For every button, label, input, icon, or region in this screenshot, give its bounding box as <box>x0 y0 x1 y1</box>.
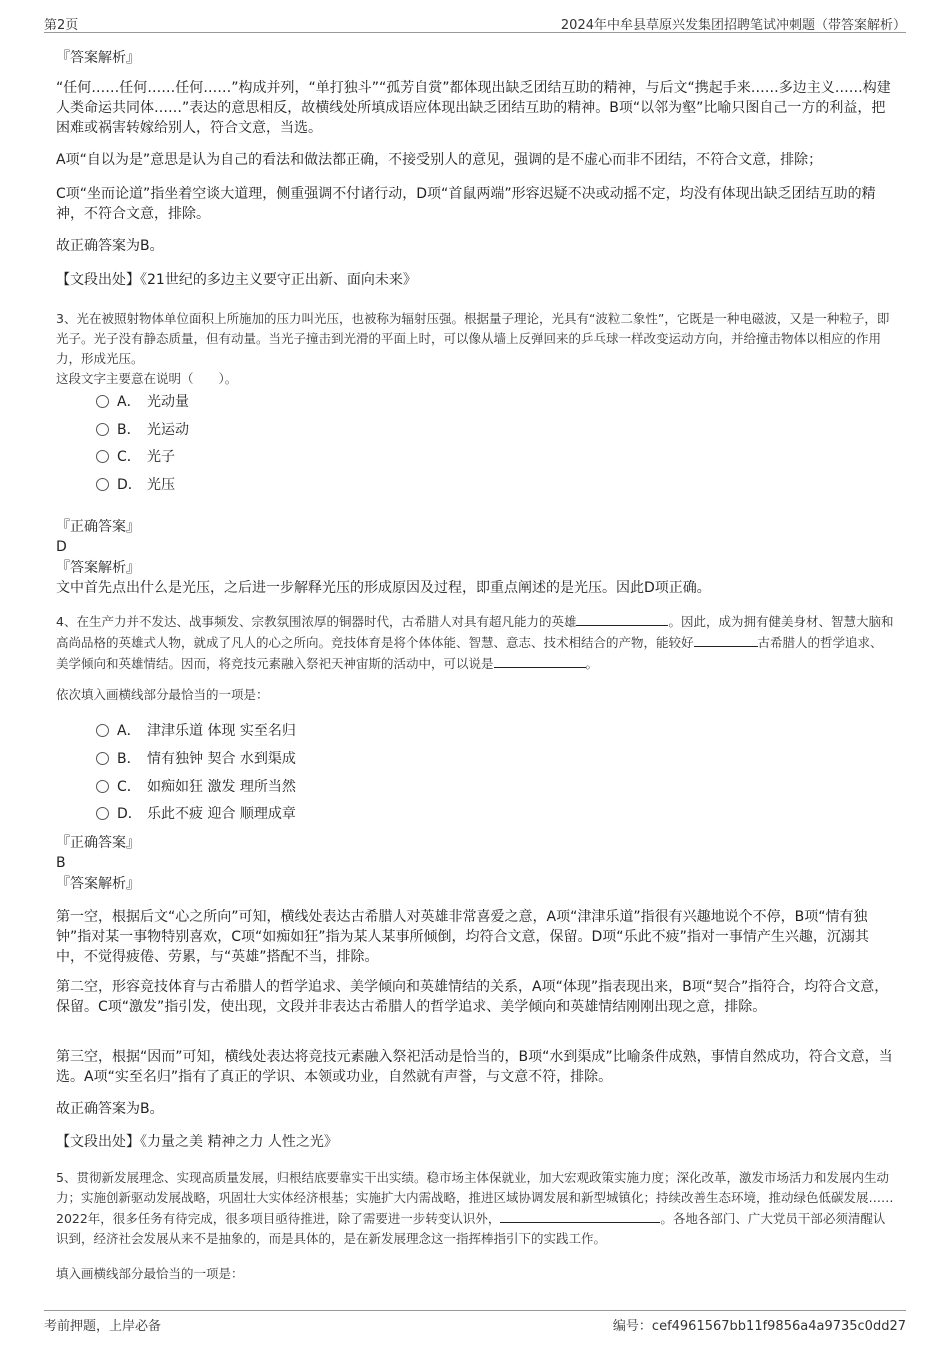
q2-analysis-label: 『答案解析』 <box>56 50 140 66</box>
page-number: 第2页 <box>44 18 79 33</box>
q3-stem: 3、光在被照射物体单位面积上所施加的压力叫光压，也被称为辐射压强。根据量子理论，光具有“波粒二象性”，它既是一种电磁波，又是一种粒子，即光子。光子没有静态质量，但有动量。当光子撞击到光滑的平面上时，可以像从墙上反弹回来的乒乓球一样改变运动方向，并给撞击物体以相应的作用力，形成光压。 <box>56 311 890 366</box>
q5-ask: 填入画横线部分最恰当的一项是： <box>56 1266 244 1281</box>
q4-option-c[interactable]: C． 如痴如狂 激发 理所当然 <box>96 776 296 798</box>
blank-1 <box>576 611 668 626</box>
footer-slogan: 考前押题，上岸必备 <box>44 1319 162 1334</box>
q2-source: 【文段出处】《21世纪的多边主义要守正出新、面向未来》 <box>56 272 417 288</box>
q4-answer-label: 『正确答案』 <box>56 835 140 851</box>
q3-option-a[interactable]: A． 光动量 <box>96 391 189 413</box>
document-title: 2024年中牟县草原兴发集团招聘笔试冲刺题（带答案解析） <box>560 18 906 33</box>
q3-option-c[interactable]: C． 光子 <box>96 446 175 468</box>
blank-3 <box>494 653 586 668</box>
q4-ask: 依次填入画横线部分最恰当的一项是： <box>56 687 269 702</box>
document-code: 编号：cef4961567bb11f9856a4a9735c0dd27 <box>612 1319 906 1334</box>
page-footer <box>44 1310 906 1335</box>
q2-option-a-analysis: A项“自以为是”意思是认为自己的看法和做法都正确，不接受别人的意见，强调的是不虚心而非不团结，不符合文意，排除； <box>56 152 823 168</box>
radio-icon[interactable] <box>96 724 109 737</box>
q2-option-cd-analysis: C项“坐而论道”指坐着空谈大道理，侧重强调不付诸行动，D项“首鼠两端”形容迟疑不决或动摇不定，均没有体现出缺乏团结互助的精神，不符合文意，排除。 <box>56 186 876 222</box>
q3-analysis-text: 文中首先点出什么是光压，之后进一步解释光压的形成原因及过程，即重点阐述的是光压。因此D项正确。 <box>56 580 711 596</box>
radio-icon[interactable] <box>96 450 109 463</box>
q3-ask: 这段文字主要意在说明（ ）。 <box>56 371 238 386</box>
q4-option-d[interactable]: D． 乐此不疲 迎合 顺理成章 <box>96 803 296 825</box>
q4-stem: 4、在生产力并不发达、战事频发、宗教氛围浓厚的铜器时代，古希腊人对具有超凡能力的英雄 。因此，成为拥有健美身材、智慧大脑和高尚品格的英雄式人物，就成了凡人的心之所向。竞技体育是将个体体能、智慧、意志、技术相结合的产物，能较好 古希腊人的哲学追求、美学倾向和英雄情结。因而，将竞技元素融入祭祀天神宙斯的活动中，可以说是 。 <box>56 611 894 674</box>
radio-icon[interactable] <box>96 423 109 436</box>
radio-icon[interactable] <box>96 395 109 408</box>
q4-source: 【文段出处】《力量之美 精神之力 人性之光》 <box>56 1134 338 1150</box>
radio-icon[interactable] <box>96 780 109 793</box>
q4-analysis-blank-1: 第一空，根据后文“心之所向”可知，横线处表达古希腊人对英雄非常喜爱之意，A项“津津乐道”指很有兴趣地说个不停，B项“情有独钟”指对某一事物特别喜欢，C项“如痴如狂”指为某人某事所倾倒，均符合文意，保留。D项“乐此不疲”指对一事情产生兴趣，沉溺其中，不觉得疲倦、劳累，与“英雄”搭配不当，排除。 <box>56 909 869 965</box>
q4-analysis-label: 『答案解析』 <box>56 876 140 892</box>
q3-option-b[interactable]: B． 光运动 <box>96 419 189 441</box>
radio-icon[interactable] <box>96 807 109 820</box>
radio-icon[interactable] <box>96 478 109 491</box>
page-header <box>44 10 906 33</box>
blank-2 <box>694 632 758 647</box>
q4-option-b[interactable]: B． 情有独钟 契合 水到渠成 <box>96 748 296 770</box>
q4-conclusion: 故正确答案为B。 <box>56 1101 164 1117</box>
q4-analysis-blank-2: 第二空，形容竞技体育与古希腊人的哲学追求、美学倾向和英雄情结的关系，A项“体现”指表现出来，B项“契合”指符合，均符合文意，保留。C项“激发”指引发，使出现，文段并非表达古希腊人的哲学追求、美学倾向和英雄情结刚刚出现之意，排除。 <box>56 979 889 1015</box>
radio-icon[interactable] <box>96 752 109 765</box>
q3-answer: D <box>56 539 67 555</box>
q2-analysis-text: “任何……任何……任何……”构成并列，“单打独斗”“孤芳自赏”都体现出缺乏团结互助的精神，与后文“携起手来……多边主义……构建人类命运共同体……”表达的意思相反，故横线处所填成语应体现出缺乏团结互助的精神。B项“以邻为壑”比喻只图自己一方的利益，把困难或祸害转嫁给别人，符合文意，当选。 <box>56 80 891 136</box>
q4-option-a[interactable]: A． 津津乐道 体现 实至名归 <box>96 720 296 742</box>
blank-1 <box>500 1208 660 1223</box>
q2-conclusion: 故正确答案为B。 <box>56 238 164 254</box>
q3-analysis-label: 『答案解析』 <box>56 560 140 576</box>
q5-stem: 5、贯彻新发展理念、实现高质量发展，归根结底要靠实干出实绩。稳市场主体保就业，加大宏观政策实施力度；深化改革，激发市场活力和发展内生动力；实施创新驱动发展战略，巩固壮大实体经济根基；实施扩大内需战略，推进区域协调发展和新型城镇化；持续改善生态环境，推动绿色低碳发展……2022年，很多任务有待完成，很多项目亟待推进，除了需要进一步转变认识外， 。各地各部门、广大党员干部必须清醒认识到，经济社会发展从来不是抽象的，而是具体的，是在新发展理念这一指挥棒指引下的实践工作。 <box>56 1170 894 1246</box>
q4-answer: B <box>56 855 66 871</box>
q3-answer-label: 『正确答案』 <box>56 519 140 535</box>
q3-option-d[interactable]: D． 光压 <box>96 474 175 496</box>
q4-analysis-blank-3: 第三空，根据“因而”可知，横线处表达将竞技元素融入祭祀活动是恰当的，B项“水到渠成”比喻条件成熟，事情自然成功，符合文意，当选。A项“实至名归”指有了真正的学识、本领或功业，自然就有声誉，与文意不符，排除。 <box>56 1049 893 1085</box>
